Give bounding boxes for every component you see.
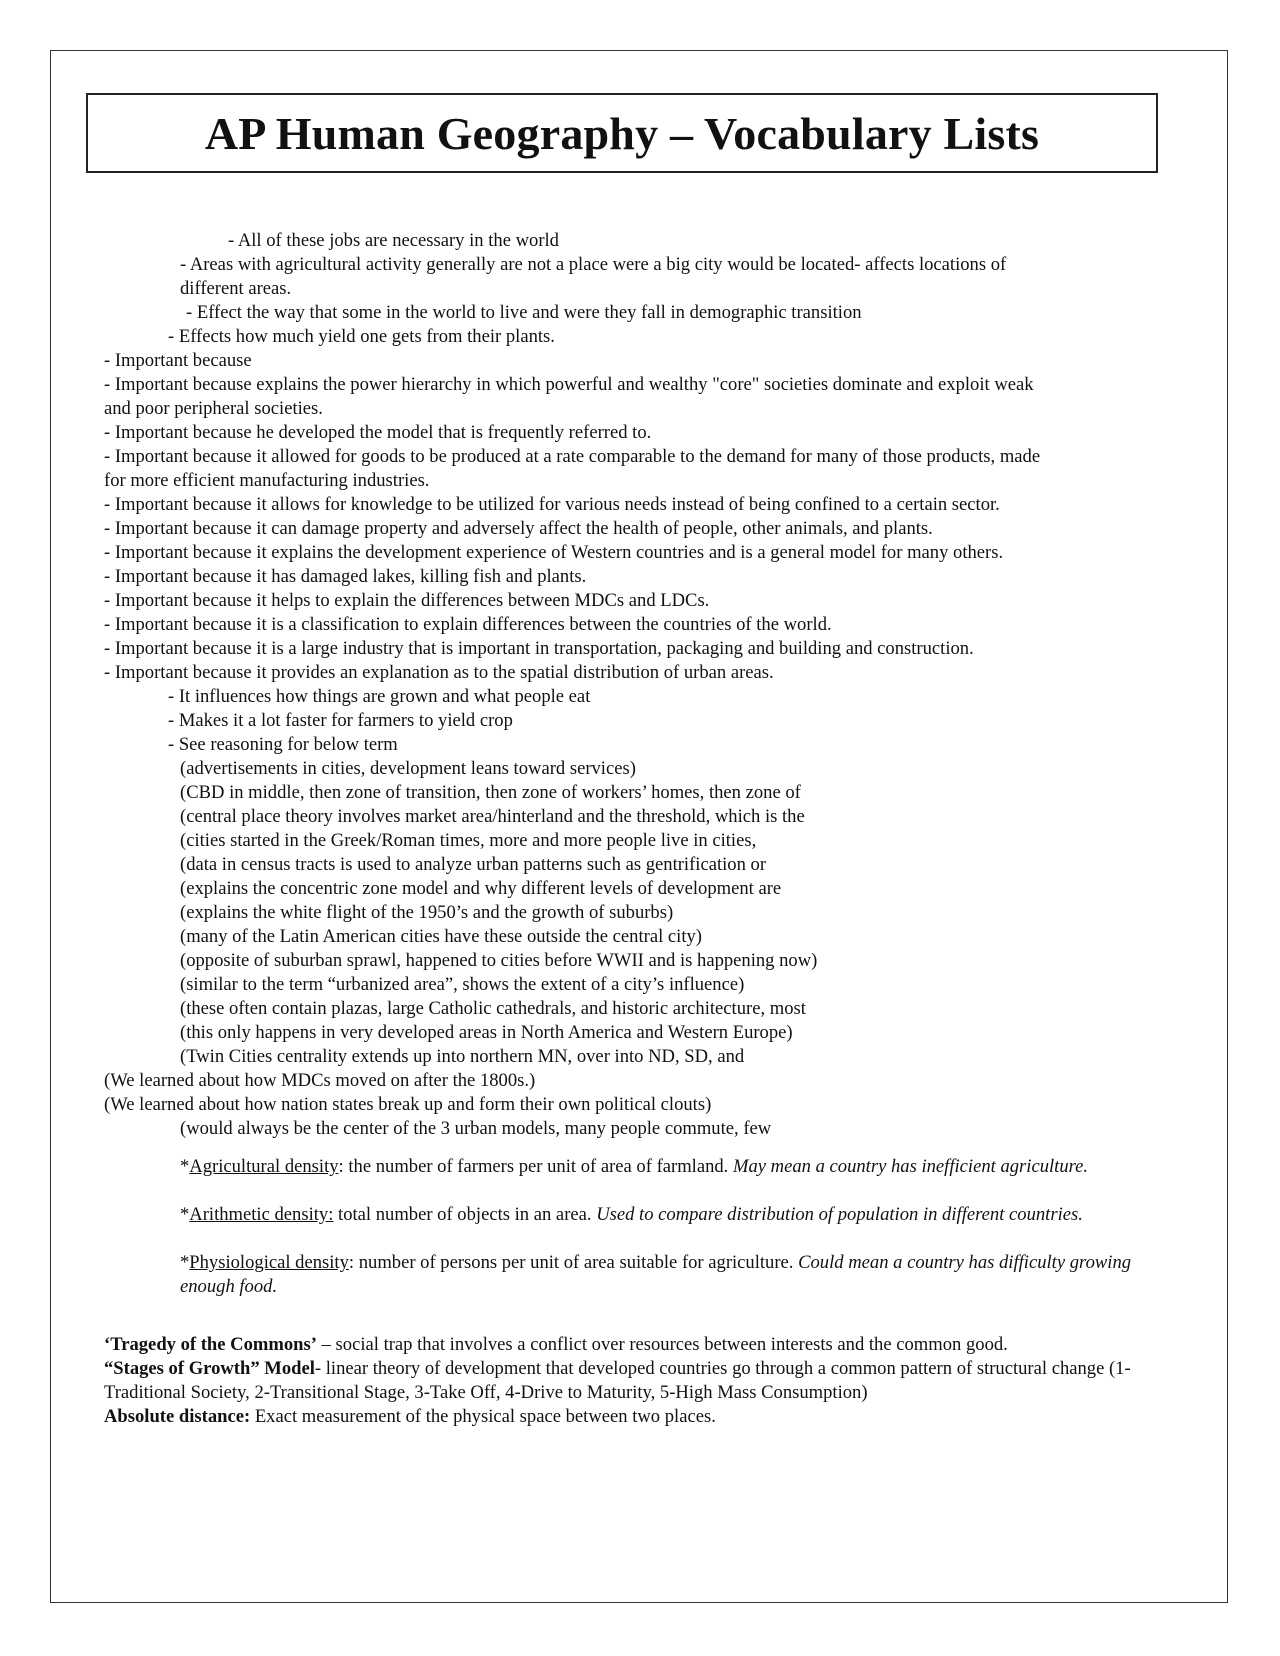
list-item: (explains the white flight of the 1950’s and the growth of suburbs) <box>180 902 674 923</box>
definition-physiological-density <box>104 1251 1174 1299</box>
list-item: (opposite of suburban sprawl, happened to cities before WWII and is happening now) <box>180 950 818 971</box>
definition-note: Could mean a country has difficulty growing enough food. <box>180 1252 1132 1297</box>
list-item: - Important because it allowed for goods to be produced at a rate comparable to the demand for many of those products, made <box>104 446 1041 467</box>
list-item: - Important because explains the power hierarchy in which powerful and wealthy "core" societies dominate and exploit weak <box>104 374 1034 395</box>
definition-text: number of persons per unit of area suitable for agriculture. <box>358 1252 799 1273</box>
list-item-continuation: for more efficient manufacturing industries. <box>104 470 430 491</box>
definition-note: May mean a country has inefficient agriculture. <box>732 1156 1089 1177</box>
list-item: (advertisements in cities, development leans toward services) <box>180 758 636 779</box>
list-item: - Important because <box>104 350 252 371</box>
list-item: (CBD in middle, then zone of transition, then zone of workers’ homes, then zone of <box>180 782 801 803</box>
definition-term: Physiological density <box>189 1252 349 1273</box>
list-item: (data in census tracts is used to analyze urban patterns such as gentrification or <box>180 854 767 875</box>
page-title: AP Human Geography – Vocabulary Lists <box>204 107 1040 159</box>
title-box <box>86 93 1158 173</box>
definition-marker: * <box>180 1252 190 1273</box>
term-definition: - linear theory of development that developed countries go through a common pattern of structural change (1-Traditional Society, 2-Transitional Stage, 3-Take Off, 4-Drive to Maturity, 5-High Mass Consumption) <box>104 1358 1131 1403</box>
list-item: - Important because he developed the model that is frequently referred to. <box>104 422 652 443</box>
definition-marker: * <box>180 1156 190 1177</box>
definition-separator: : <box>348 1252 359 1273</box>
term-stages-of-growth-model <box>104 1357 1174 1405</box>
list-item: (similar to the term “urbanized area”, shows the extent of a city’s influence) <box>180 974 745 995</box>
list-item: - Effects how much yield one gets from their plants. <box>168 326 555 347</box>
list-item: - It influences how things are grown and what people eat <box>168 686 591 707</box>
definition-arithmetic-density <box>104 1203 1174 1227</box>
list-item-continuation: and poor peripheral societies. <box>104 398 323 419</box>
list-item: - Important because it provides an explanation as to the spatial distribution of urban areas. <box>104 662 774 683</box>
list-item: - Important because it is a large industry that is important in transportation, packaging and building and construction. <box>104 638 974 659</box>
term-label: Absolute distance: <box>104 1406 251 1427</box>
term-definition: Exact measurement of the physical space between two places. <box>250 1406 716 1427</box>
definition-term: Arithmetic density: <box>189 1204 334 1225</box>
list-item: (many of the Latin American cities have these outside the central city) <box>180 926 702 947</box>
list-item: - Effect the way that some in the world to live and were they fall in demographic transition <box>186 302 862 323</box>
list-item: - All of these jobs are necessary in the world <box>228 230 559 251</box>
list-item: (Twin Cities centrality extends up into northern MN, over into ND, SD, and <box>180 1046 745 1067</box>
list-item: - Important because it helps to explain the differences between MDCs and LDCs. <box>104 590 710 611</box>
list-item: - Important because it is a classification to explain differences between the countries of the world. <box>104 614 832 635</box>
list-item: - Important because it can damage property and adversely affect the health of people, other animals, and plants. <box>104 518 933 539</box>
definition-text: the number of farmers per unit of area of farmland. <box>348 1156 733 1177</box>
list-item-continuation: different areas. <box>180 278 292 299</box>
list-item: - See reasoning for below term <box>168 734 398 755</box>
term-absolute-distance <box>104 1405 1174 1429</box>
definition-separator: : <box>338 1156 349 1177</box>
term-label: “Stages of Growth” Model <box>104 1358 315 1379</box>
definition-term: Agricultural density <box>189 1156 339 1177</box>
term-tragedy-of-the-commons <box>104 1333 1174 1357</box>
list-item: - Areas with agricultural activity generally are not a place were a big city would be located- affects locations of <box>180 254 1007 275</box>
term-definition: – social trap that involves a conflict over resources between interests and the common good. <box>316 1334 1008 1355</box>
term-label: ‘Tragedy of the Commons’ <box>104 1334 317 1355</box>
list-item: - Important because it explains the development experience of Western countries and is a general model for many others. <box>104 542 1004 563</box>
document-body <box>104 229 1174 1429</box>
list-item: (cities started in the Greek/Roman times, more and more people live in cities, <box>180 830 757 851</box>
list-item: (explains the concentric zone model and why different levels of development are <box>180 878 782 899</box>
list-item: (We learned about how MDCs moved on after the 1800s.) <box>104 1070 536 1091</box>
definition-agricultural-density <box>104 1155 1174 1179</box>
list-item: - Important because it has damaged lakes, killing fish and plants. <box>104 566 587 587</box>
definition-text: total number of objects in an area. <box>338 1204 597 1225</box>
list-item: (would always be the center of the 3 urban models, many people commute, few <box>180 1118 772 1139</box>
list-item: - Makes it a lot faster for farmers to yield crop <box>168 710 513 731</box>
list-item: (We learned about how nation states break up and form their own political clouts) <box>104 1094 712 1115</box>
list-item: - Important because it allows for knowledge to be utilized for various needs instead of being confined to a certain sector. <box>104 494 1000 515</box>
list-item: (these often contain plazas, large Catholic cathedrals, and historic architecture, most <box>180 998 806 1019</box>
definition-marker: * <box>180 1204 190 1225</box>
list-item: (central place theory involves market area/hinterland and the threshold, which is the <box>180 806 805 827</box>
definition-note: Used to compare distribution of population in different countries. <box>596 1204 1083 1225</box>
list-item: (this only happens in very developed areas in North America and Western Europe) <box>180 1022 793 1043</box>
